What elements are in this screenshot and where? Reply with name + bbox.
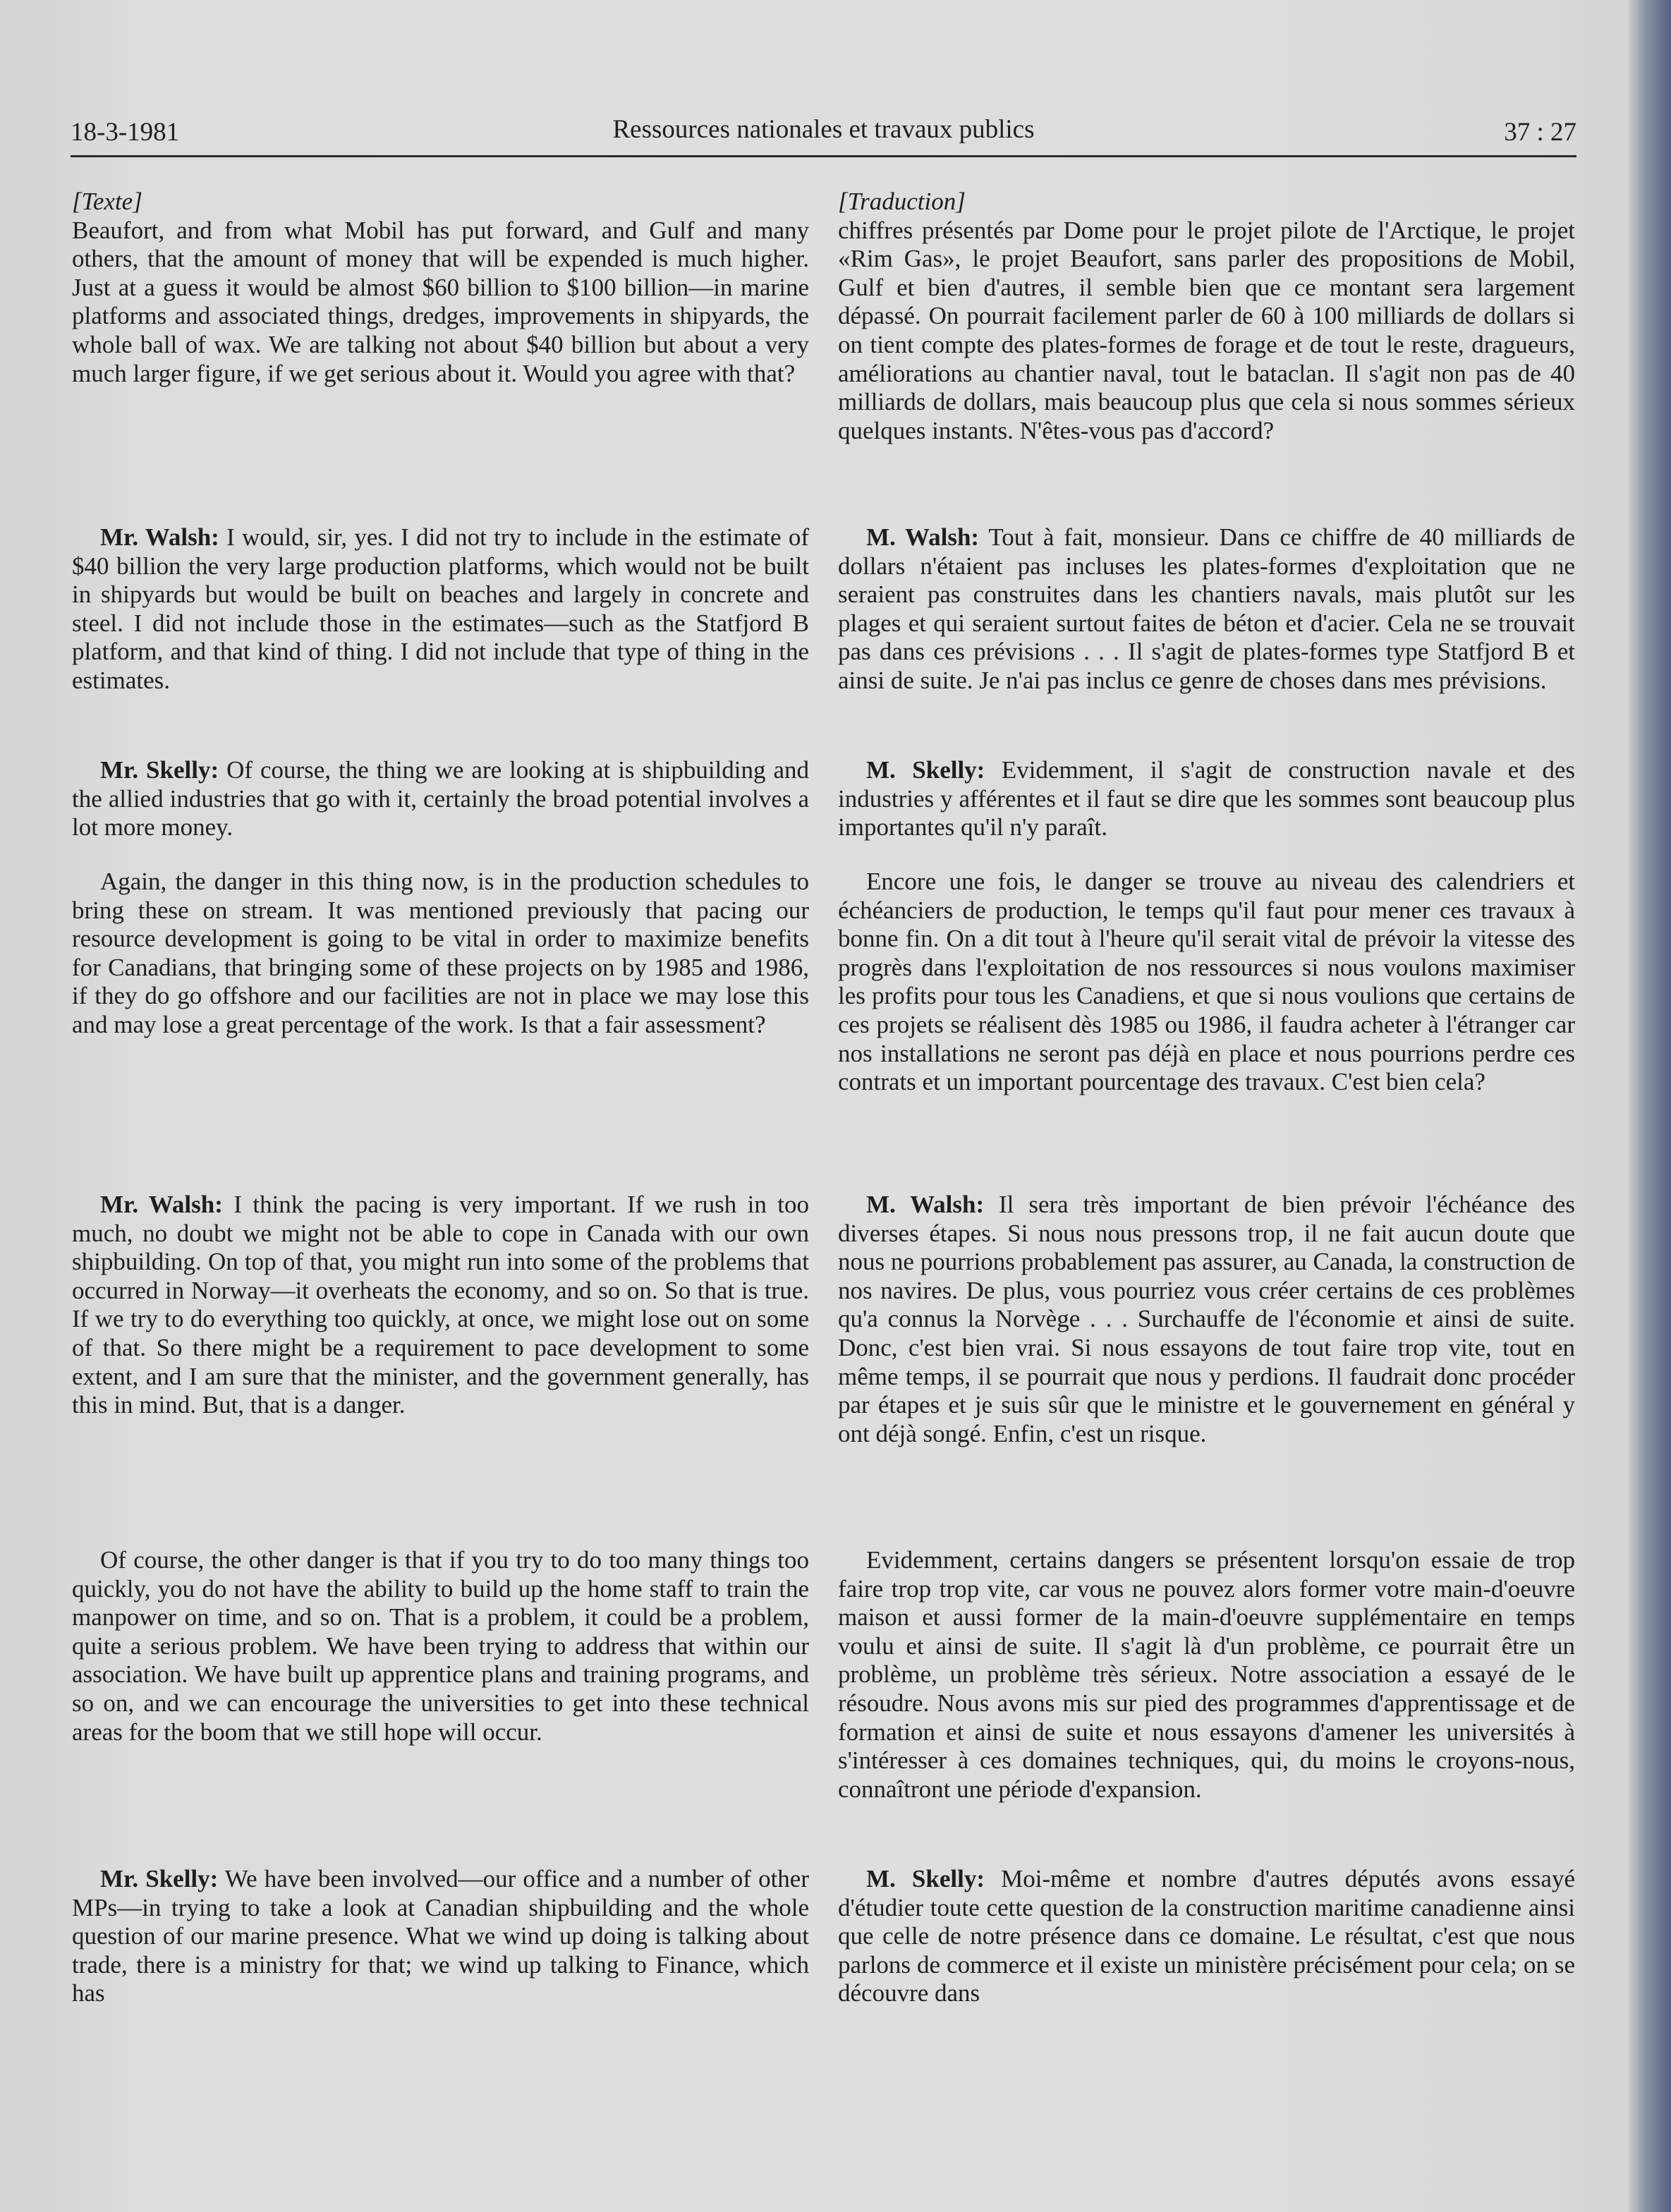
header-date: 18-3-1981 — [71, 118, 180, 147]
french-paragraph-6: Evidemment, certains dangers se présentent lorsqu'on essaie de trop faire trop trop vite, car vous ne pouvez alors former votre main-d'oeuvre maison et aussi former de la main-d'oeuvre supplémentaire en temps voulu et ainsi de suite. Il s'agit là d'un problème, ce pourrait être un problème, un problème très sérieux. Notre association a essayé de le résoudre. Nous avons mis sur pied des programmes d'apprentissage et de formation et ainsi de suite et nous essayons d'amener les universités à s'intéresser à ces domaines techniques, qui, du moins le croyons-nous, connaîtront une période d'expansion. — [838, 1546, 1575, 1803]
english-label: [Texte] — [72, 188, 142, 215]
page-header — [71, 111, 1576, 157]
speaker-name: Mr. Walsh: — [100, 1191, 223, 1218]
speaker-name: M. Walsh: — [866, 523, 980, 551]
french-label-block — [838, 188, 1575, 445]
french-paragraph-3: M. Skelly: Evidemment, il s'agit de construction navale et des industries y afférentes et il faut se dire que les sommes sont beaucoup plus importantes qu'il n'y paraît. — [838, 756, 1575, 841]
english-paragraph-4: Again, the danger in this thing now, is in the production schedules to bring these on stream. It was mentioned previously that pacing our resource development is going to be vital in order to maximize benefits for Canadians, that bringing some of these projects on by 1985 and 1986, if they do go offshore and our facilities are not in place we may lose this and may lose a great percentage of the work. Is that a fair assessment? — [72, 868, 809, 1038]
english-label-block — [72, 188, 809, 388]
speaker-name: Mr. Walsh: — [100, 523, 219, 551]
french-column — [838, 188, 1575, 2149]
english-paragraph-5: Mr. Walsh: I think the pacing is very important. If we rush in too much, no doubt we might not be able to cope in Canada with our own shipbuilding. On top of that, you might run into some of the problems that occurred in Norway—it overheats the economy, and so on. So that is true. If we try to do everything too quickly, at once, we might lose out on some of that. So there might be a requirement to pace development to some extent, and I am sure that the minister, and the government generally, has this in mind. But, that is a danger. — [72, 1191, 809, 1419]
english-paragraph-7: Mr. Skelly: We have been involved—our office and a number of other MPs—in trying to take a look at Canadian shipbuilding and the whole question of our marine presence. What we wind up doing is talking about trade, there is a ministry for that; we wind up talking to Finance, which has — [72, 1865, 809, 2007]
english-paragraph-2: Mr. Walsh: I would, sir, yes. I did not try to include in the estimate of $40 billion the very large production platforms, which would not be built in shipyards but would be built on beaches and largely in concrete and steel. I did not include those in the estimates—such as the Statfjord B platform, and that kind of thing. I did not include that type of thing in the estimates. — [72, 523, 809, 694]
header-title: Ressources nationales et travaux publics — [612, 115, 1035, 144]
header-page-number: 37 : 27 — [1504, 118, 1576, 147]
speaker-name: Mr. Skelly: — [100, 756, 219, 784]
french-paragraph-5: M. Walsh: Il sera très important de bien prévoir l'échéance des diverses étapes. Si nous nous pressons trop, il ne fait aucun doute que nous ne pourrions probablement pas assurer, au Canada, la construction de nos navires. De plus, vous pourriez vous créer certains de ces problèmes qu'a connus la Norvège . . . Surchauffe de l'économie et ainsi de suite. Donc, c'est bien vrai. Si nous essayons de tout faire trop vite, tout en même temps, il se pourrait que nous y perdions. Il faudrait donc procéder par étapes et je suis sûr que le ministre et le gouvernement en général y ont déjà songé. Enfin, c'est un risque. — [838, 1191, 1575, 1447]
french-paragraph-7: M. Skelly: Moi-même et nombre d'autres députés avons essayé d'étudier toute cette question de la construction maritime canadienne ainsi que celle de notre présence dans ce domaine. Le résultat, c'est que nous parlons de commerce et il existe un ministère précisément pour cela; on se découvre dans — [838, 1865, 1575, 2007]
french-label: [Traduction] — [838, 188, 966, 215]
speaker-name: Mr. Skelly: — [100, 1865, 219, 1892]
english-column — [72, 188, 809, 2149]
speaker-name: M. Walsh: — [866, 1191, 985, 1218]
english-paragraph-3: Mr. Skelly: Of course, the thing we are looking at is shipbuilding and the allied industries that go with it, certainly the broad potential involves a lot more money. — [72, 756, 809, 841]
binding-edge — [1629, 0, 1671, 2212]
english-paragraph-1: Beaufort, and from what Mobil has put forward, and Gulf and many others, that the amount of money that will be expended is much higher. Just at a guess it would be almost $60 billion to $100 billion—in marine platforms and associated things, dredges, improvements in shipyards, the whole ball of wax. We are talking not about $40 billion but about a very much larger figure, if we get serious about it. Would you agree with that? — [72, 216, 809, 387]
speaker-name: M. Skelly: — [866, 756, 985, 784]
french-paragraph-1: chiffres présentés par Dome pour le projet pilote de l'Arctique, le projet «Rim Gas», le projet Beaufort, sans parler des propositions de Mobil, Gulf et bien d'autres, il semble bien que ce montant sera largement dépassé. On pourrait facilement parler de 60 à 100 milliards de dollars si on tient compte des plates-formes de forage et de tout le reste, dragueurs, améliorations au chantier naval, tout le bataclan. Il s'agit non pas de 40 milliards de dollars, mais beaucoup plus que cela si nous sommes sérieux quelques instants. N'êtes-vous pas d'accord? — [838, 216, 1575, 444]
english-paragraph-6: Of course, the other danger is that if you try to do too many things too quickly, you do not have the ability to build up the home staff to train the manpower on time, and so on. That is a problem, it could be a problem, quite a serious problem. We have been trying to address that within our association. We have built up apprentice plans and training programs, and so on, and we can encourage the universities to get into these technical areas for the boom that we still hope will occur. — [72, 1546, 809, 1746]
french-paragraph-2: M. Walsh: Tout à fait, monsieur. Dans ce chiffre de 40 milliards de dollars n'étaient pas incluses les plates-formes d'exploitation que ne seraient pas construites dans les chantiers navals, mais plutôt sur les plages et qui seraient surtout faites de béton et d'acier. Cela ne se trouvait pas dans ces prévisions . . . Il s'agit de plates-formes type Statfjord B et ainsi de suite. Je n'ai pas inclus ce genre de choses dans mes prévisions. — [838, 523, 1576, 694]
speaker-name: M. Skelly: — [866, 1865, 985, 1892]
french-paragraph-4: Encore une fois, le danger se trouve au niveau des calendriers et échéanciers de production, le temps qu'il faut pour mener ces travaux à bonne fin. On a dit tout à l'heure qu'il serait vital de prévoir la vitesse des progrès dans l'exploitation de nos ressources si nous voulons maximiser les profits pour tous les Canadiens, et que si nous voulions que certains de ces projets se réalisent dès 1985 ou 1986, il faudra acheter à l'étranger car nos installations ne seront pas déjà en place et nous pourrions perdre ces contrats et un important pourcentage des travaux. C'est bien cela? — [838, 868, 1575, 1096]
